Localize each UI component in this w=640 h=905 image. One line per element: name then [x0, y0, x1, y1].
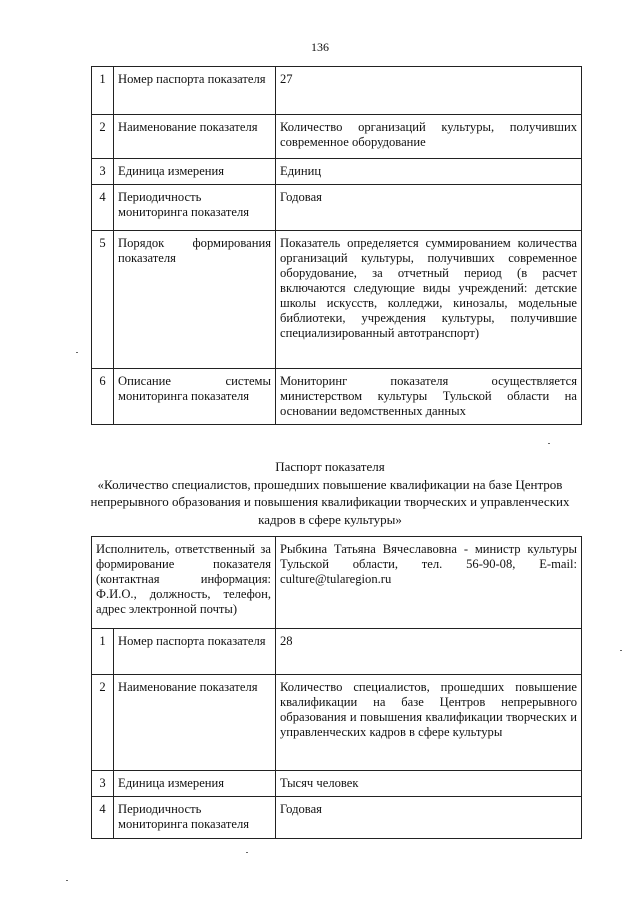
row-number: 1 [92, 67, 114, 115]
table-row [92, 67, 582, 115]
row-label: Описание системы мониторинга показателя [114, 369, 276, 425]
passport-title [80, 458, 580, 528]
row-value: Единиц [276, 159, 582, 185]
row-number: 3 [92, 159, 114, 185]
row-label: Периодичность мониторинга показателя [114, 185, 276, 231]
row-number: 5 [92, 231, 114, 369]
row-label: Номер паспорта показателя [114, 67, 276, 115]
row-number: 1 [92, 629, 114, 675]
row-number: 6 [92, 369, 114, 425]
row-label: Периодичность мониторинга показателя [114, 797, 276, 839]
table-row [92, 115, 582, 159]
row-number: 3 [92, 771, 114, 797]
table-row [92, 629, 582, 675]
row-value: Количество специалистов, прошедших повышение квалификации на базе Центров непрерывного образования и повышения квалификации творческих и управленческих кадров в сфере культуры [276, 675, 582, 771]
table-row [92, 797, 582, 839]
row-number: 4 [92, 797, 114, 839]
executor-row [92, 537, 582, 629]
row-value: Годовая [276, 185, 582, 231]
row-value: Мониторинг показателя осуществляется министерством культуры Тульской области на основании ведомственных данных [276, 369, 582, 425]
table-row [92, 771, 582, 797]
passport-indicator-name: «Количество специалистов, прошедших повышение квалификации на базе Центров непрерывного образования и повышения квалификации творческих и управленческих кадров в сфере культуры» [90, 476, 570, 527]
row-label: Единица измерения [114, 771, 276, 797]
executor-label: Исполнитель, ответственный за формирование показателя (контактная информация: Ф.И.О., должность, телефон, адрес электронной почты) [92, 537, 276, 629]
row-value: 28 [276, 629, 582, 675]
row-number: 4 [92, 185, 114, 231]
indicator-passport-table-28 [91, 536, 582, 839]
row-value: Количество организаций культуры, получивших современное оборудование [276, 115, 582, 159]
scan-speck [620, 650, 622, 651]
passport-heading: Паспорт показателя [275, 459, 385, 474]
table-row [92, 675, 582, 771]
row-label: Единица измерения [114, 159, 276, 185]
table-row [92, 231, 582, 369]
table-row [92, 369, 582, 425]
row-value: Тысяч человек [276, 771, 582, 797]
scan-speck [548, 443, 550, 444]
row-number: 2 [92, 675, 114, 771]
row-label: Наименование показателя [114, 115, 276, 159]
row-value: 27 [276, 67, 582, 115]
scan-speck [76, 352, 78, 353]
scan-speck [66, 880, 68, 881]
scan-speck [246, 852, 248, 853]
row-label: Порядок формирования показателя [114, 231, 276, 369]
row-label: Наименование показателя [114, 675, 276, 771]
row-label: Номер паспорта показателя [114, 629, 276, 675]
row-number: 2 [92, 115, 114, 159]
row-value: Годовая [276, 797, 582, 839]
indicator-passport-table-27 [91, 66, 582, 425]
page-number: 136 [311, 40, 329, 54]
executor-value: Рыбкина Татьяна Вячеславовна - министр культуры Тульской области, тел. 56-90-08, E-mail: culture@tularegion.ru [276, 537, 582, 629]
table-row [92, 159, 582, 185]
table-row [92, 185, 582, 231]
row-value: Показатель определяется суммированием количества организаций культуры, получивших современное оборудование, за отчетный период (в расчет включаются следующие виды учреждений: детские школы искусств, колледжи, кинозалы, модельные библиотеки, учреждения культуры, получившие специализированный автотранспорт) [276, 231, 582, 369]
